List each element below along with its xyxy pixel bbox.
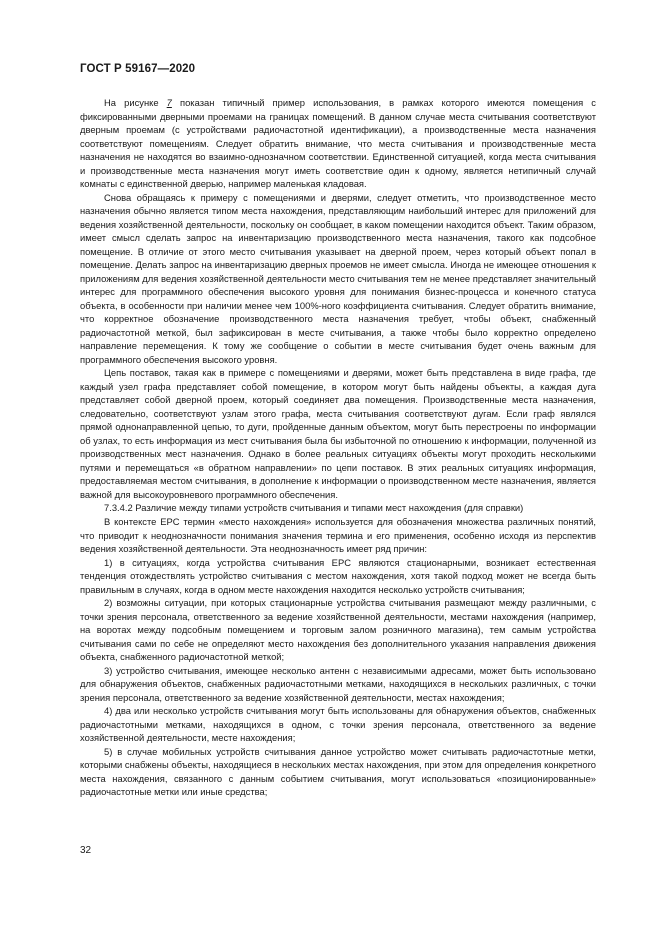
paragraph: Снова обращаясь к примеру с помещениями и дверями, следует отметить, что производственное место назначения обычно является типом места нахождения, представляющим наибольший интерес для приложений для ведения хозяйственной деятельности, поскольку он сообщает, в каком помещении находится объект. Таким образом, имеет смысл сделать запрос на инвентаризацию производственного места назначения, такого как подсобное помещение. В отличие от этого место считывания указывает на дверной проем, через который объект попал в помещение. Делать запрос на инвентаризацию дверных проемов не имеет смысла. Иногда не имеющее отношения к приложениям для ведения хозяйственной деятельности место считывания тем не менее представляет значительный интерес для программного обеспечения высокого уровня для понимания бизнес-процесса и конечного статуса объекта, в особенности при наличии менее чем 100%-ного коэффициента считывания. Следует обратить внимание, что корректное обозначение производственного места назначения требует, чтобы объект, снабженный радиочастотной меткой, был зафиксирован в месте считывания, а также чтобы было корректно определено направление перемещения. К тому же сообщение о событии в месте считывания будет очень важным для программного обеспечения высокого уровня. <box>80 191 596 365</box>
section-heading: 7.3.4.2 Различие между типами устройств считывания и типами мест нахождения (для справки) <box>104 502 524 514</box>
paragraph: Цепь поставок, такая как в примере с помещениями и дверями, может быть представлена в виде графа, где каждый узел графа представляет собой помещение, в котором могут быть найдены объекты, а каждая дуга представляет собой дверной проем, который соединяет два помещения. Производственные места назначения, следовательно, соответствуют узлам этого графа, места считывания соответствуют дугам. Если граф являлся прямой однонаправленной цепью, то дуги, пройденные данным объектом, могут быть перестроены по информации об узлах, то есть информация из мест считывания была бы избыточной по отношению к информации, полученной из производственных мест назначения. Однако в более реальных ситуациях объекты могут проходить несколькими путями и перемещаться «в обратном направлении» по цепи поставок. В этих реальных ситуациях информация, предоставляемая местом считывания, в дополнение к информации о производственном месте назначения, является важной для высокоуровневого программного обеспечения. <box>80 367 596 500</box>
list-item: 4) два или несколько устройств считывания могут быть использованы для обнаружения объектов, снабженных радиочастотными метками, находящихся в одном, с точки зрения персонала, ответственного за ведение хозяйственной деятельности, месте нахождения; <box>80 705 596 744</box>
list-item: 3) устройство считывания, имеющее несколько антенн с независимыми адресами, может быть использовано для обнаружения объектов, снабженных радиочастотными метками, находящихся в нескольких различных, с точки зрения персонала, ответственного за ведение хозяйственной деятельности, местах нахождения; <box>80 664 596 703</box>
paragraph-text: показан типичный пример использования, в рамках которого имеются помещения с фиксированными дверными проемами на границах помещений. В данном случае места считывания соответствуют дверным проемам (с устройствами радиочастотной идентификации), а производственные места назначения соответствуют помещениям. Следует обратить внимание, что места считывания и производственные места назначения не находятся во взаимно-однозначном соответствии. Единственной ситуацией, когда места считывания и производственные места назначения могут иметь соответствие один к одному, является нетипичный случай комнаты с единственной дверью, например маленькая кладовая. <box>80 97 596 190</box>
paragraph-figure-reference <box>80 96 596 191</box>
paragraph: В контексте EPC термин «место нахождения» используется для обозначения множества различных понятий, что приводит к неоднозначности понимания значения термина и его применения, особенно исходя из перспектив ведения хозяйственной деятельности. Эта неоднозначность имеет ряд причин: <box>80 515 596 555</box>
page-number: 32 <box>80 845 92 856</box>
list-item: 5) в случае мобильных устройств считывания данное устройство может считывать радиочастотные метки, которыми снабжены объекты, находящиеся в нескольких местах нахождения, при этом для определения конкретного места нахождения, связанного с данным событием считывания, могут использоваться «позиционированные» радиочастотные метки или иные средства; <box>80 745 596 798</box>
document-body <box>80 96 596 799</box>
figure-link[interactable]: 7 <box>166 97 172 108</box>
list-item: 1) в ситуациях, когда устройства считывания EPC являются стационарными, возникает естественная тенденция отождествлять устройство считывания с местом нахождения, хотя такой подход может не всегда быть правильным в случаях, когда в одном месте нахождения находится несколько устройств считывания; <box>80 556 596 595</box>
paragraph-text: На рисунке <box>104 97 167 108</box>
list-item: 2) возможны ситуации, при которых стационарные устройства считывания размещают между различными, с точки зрения персонала, ответственного за ведение хозяйственной деятельности, местами нахождения (например, на воротах между подсобным помещением и торговым залом розничного магазина), тем самым устройства считывания сами по себе не определяют место нахождения без дополнительного указания направления движения объекта, снабженного радиочастотной меткой; <box>80 597 596 663</box>
standard-title: ГОСТ Р 59167—2020 <box>80 63 196 75</box>
